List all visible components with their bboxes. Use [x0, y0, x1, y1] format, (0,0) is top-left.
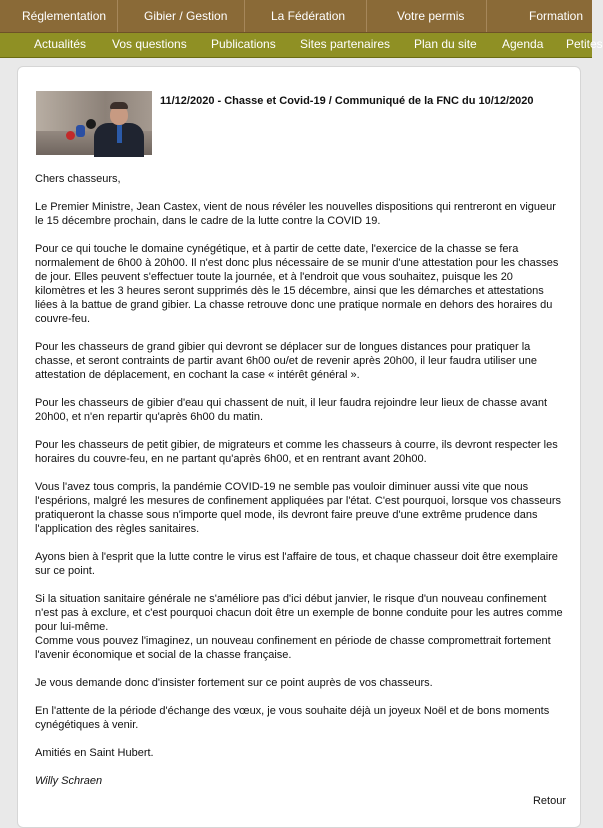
- paragraph: Pour les chasseurs de grand gibier qui devront se déplacer sur de longues distances pour pratiquer la chasse, et seront contraints de partir avant 6h00 ou/et de revenir après 20h00, il leur faudra utiliser une attestation de déplacement, en cochant la case « intérêt général ».: [35, 341, 538, 381]
- top-nav-federation[interactable]: La Fédération: [245, 0, 367, 32]
- secondary-navigation: [0, 33, 603, 58]
- paragraph: Comme vous pouvez l'imaginez, un nouveau confinement en période de chasse compromettrait fortement l'avenir économique et social de la chasse française.: [35, 635, 551, 661]
- sub-nav-publications[interactable]: Publications: [211, 37, 276, 51]
- paragraph: Vous l'avez tous compris, la pandémie COVID-19 ne semble pas vouloir diminuer aussi vite que nous l'espérions, malgré les mesures de confinement appliquées par l'état. C'est pourquoi, lorsque vos chasseurs pratiqueront la chasse sous n'importe quel mode, ils devront faire preuve d'une extrême prudence dans l'application des règles sanitaires.: [35, 481, 562, 535]
- top-navigation: [0, 0, 592, 33]
- photo-tie: [117, 125, 122, 143]
- article-body: [35, 172, 565, 802]
- closing: Amitiés en Saint Hubert.: [35, 747, 154, 759]
- top-nav-reglementation[interactable]: Réglementation: [0, 0, 118, 32]
- photo-person-hair: [110, 102, 128, 109]
- top-nav-gibier-gestion[interactable]: Gibier / Gestion: [118, 0, 245, 32]
- paragraph: En l'attente de la période d'échange des vœux, je vous souhaite déjà un joyeux Noël et de bons moments cynégétiques à venir.: [35, 705, 550, 731]
- photo-microphone: [66, 131, 75, 140]
- photo-microphone: [76, 125, 85, 137]
- photo-microphone: [86, 119, 96, 129]
- paragraph: Pour ce qui touche le domaine cynégétique, et à partir de cette date, l'exercice de la chasse se fera normalement de 6h00 à 20h00. Il n'est donc plus nécessaire de se munir d'une attestation pour les chasses de jour. Elles peuvent s'effectuer toute la journée, et à l'endroit que vous souhaitez, puisque les 20 kilomètres et les 3 heures seront supprimés dès le 15 décembre, ainsi que les démarches et attestations liées à la battue de grand gibier. La chasse retrouve donc une pratique normale en dehors des horaires du couvre-feu.: [35, 243, 559, 325]
- sub-nav-sites-partenaires[interactable]: Sites partenaires: [300, 37, 391, 51]
- sub-nav-plan-du-site[interactable]: Plan du site: [414, 37, 477, 51]
- paragraph: Si la situation sanitaire générale ne s'améliore pas d'ici début janvier, le risque d'un nouveau confinement n'est pas à exclure, et c'est pourquoi chacun doit être un exemple de bonne conduite pour les autres comme pour lui-même.: [35, 593, 563, 633]
- signature: Willy Schraen: [35, 775, 103, 787]
- top-nav-formation[interactable]: Formation: [529, 9, 584, 23]
- top-nav-votre-permis[interactable]: Votre permis: [367, 0, 487, 32]
- sub-nav-actualites[interactable]: Actualités: [34, 37, 87, 51]
- greeting: Chers chasseurs,: [35, 173, 121, 185]
- article-photo: [36, 91, 152, 155]
- paragraph: Pour les chasseurs de gibier d'eau qui chassent de nuit, il leur faudra rejoindre leur lieux de chasse avant 20h00, et n'en repartir qu'après 6h00 du matin.: [35, 397, 548, 423]
- retour-link[interactable]: Retour: [532, 795, 566, 807]
- sub-nav-agenda[interactable]: Agenda: [502, 37, 544, 51]
- paragraph: Le Premier Ministre, Jean Castex, vient de nous révéler les nouvelles dispositions qui rentreront en vigueur le 15 décembre prochain, dans le cadre de la lutte contre la COVID 19.: [35, 201, 556, 227]
- article-title: 11/12/2020 - Chasse et Covid-19 / Communiqué de la FNC du 10/12/2020: [160, 95, 534, 107]
- paragraph: Ayons bien à l'esprit que la lutte contre le virus est l'affaire de tous, et chaque chasseur doit être exemplaire sur ce point.: [35, 551, 558, 577]
- article-panel: [17, 66, 581, 828]
- sub-nav-petites[interactable]: Petites: [566, 37, 603, 51]
- paragraph: Je vous demande donc d'insister fortement sur ce point auprès de vos chasseurs.: [35, 677, 433, 689]
- sub-nav-vos-questions[interactable]: Vos questions: [112, 37, 187, 51]
- paragraph: Pour les chasseurs de petit gibier, de migrateurs et comme les chasseurs à courre, ils devront respecter les horaires du couvre-feu, en ne partant qu'après 6h00, et en rentrant avant 20h00.: [35, 439, 558, 465]
